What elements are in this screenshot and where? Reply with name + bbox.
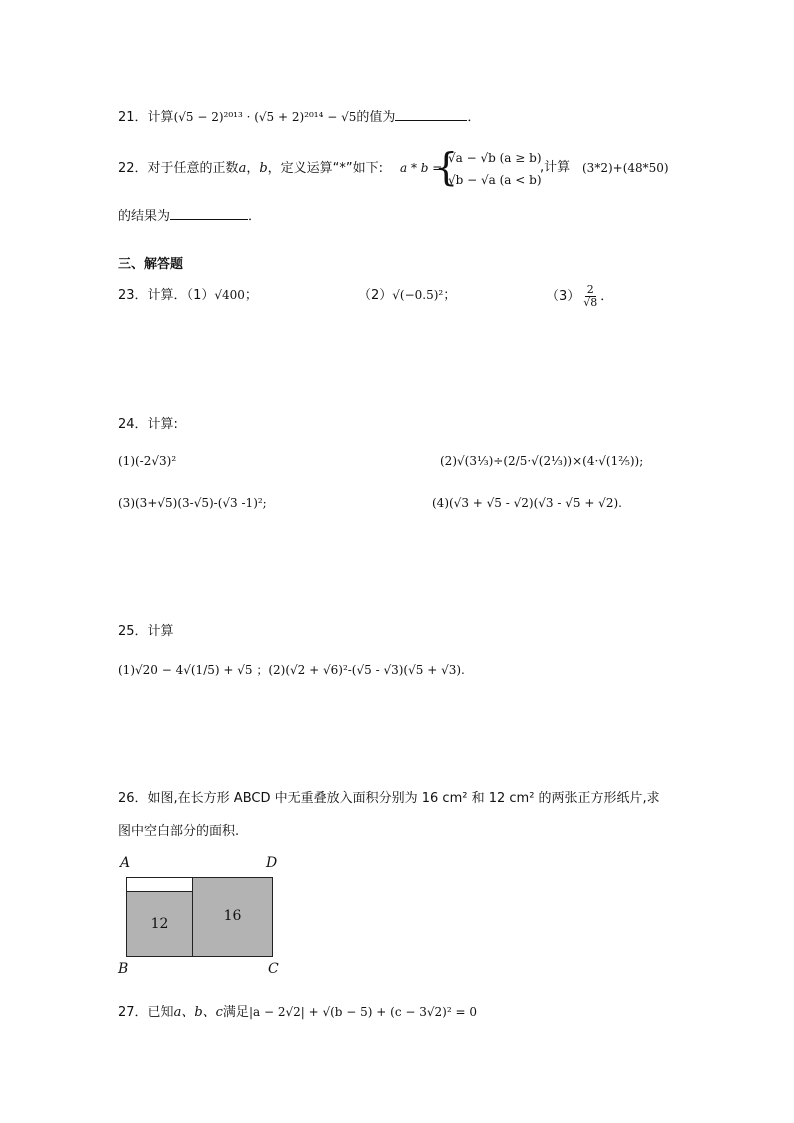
q22-mid: ，定义运算“*”如下: (267, 161, 384, 176)
q23-number: 23． (118, 288, 148, 303)
q22-brace: { (434, 145, 459, 189)
q23-part3-end: ． (600, 289, 614, 304)
q23-part3-label: （3） (546, 289, 581, 304)
q22-line2-text: 的结果为 (118, 209, 171, 224)
q23-part3-numerator: 2 (586, 283, 594, 296)
q25-heading (118, 623, 174, 641)
q23-part2-label: （2） (358, 288, 393, 303)
q21-answer-blank (395, 108, 467, 121)
q27-expression: |a − 2√2| + √(b − 5) + (c − 3√2)² = 0 (248, 1005, 477, 1019)
q21-end: ． (467, 110, 481, 125)
q25-number: 25． (118, 624, 148, 639)
q23-part2-end: ； (443, 288, 457, 303)
q21-expression: (√5 − 2)²⁰¹³ · (√5 + 2)²⁰¹⁴ − √5 (173, 110, 357, 124)
q22-lead: 对于任意的正数 (147, 161, 239, 176)
q27-number: 27． (118, 1005, 148, 1020)
q25-expression: (1)√20 − 4√(1/5) + √5 ；(2)(√2 + √6)²-(√5 - √3)(√5 + √3). (118, 663, 465, 677)
q24-number: 24． (118, 417, 148, 432)
square-small (126, 891, 193, 957)
q22-line1 (118, 160, 383, 178)
q22-after: ,计算 (540, 160, 571, 175)
q22-number: 22． (118, 161, 148, 176)
rectangle-figure (116, 855, 296, 980)
q27 (118, 1003, 477, 1022)
q27-vars: a、b、c (173, 1005, 223, 1020)
blank-strip (126, 877, 193, 892)
q23-part2-expr: √(−0.5)² (392, 288, 444, 302)
q23-part2 (358, 286, 456, 305)
q23-part1-end: ； (244, 288, 258, 303)
q26-text-line1: 如图,在长方形 ABCD 中无重叠放入面积分别为 16 cm² 和 12 cm² 的两张正方形纸片,求 (147, 791, 660, 806)
q24-part2: (2)√(3⅓)÷(2/5·√(2⅓))×(4·√(1⅖)); (440, 454, 644, 468)
q24-lead: 计算: (147, 417, 178, 432)
q26-number: 26． (118, 791, 148, 806)
q22-answer-blank (170, 207, 248, 220)
q24-part3: (3)(3+√5)(3-√5)-(√3 -1)²; (118, 496, 267, 510)
square-large-label: 16 (223, 908, 242, 924)
q23-part3 (546, 284, 613, 309)
q26-line1 (118, 790, 660, 808)
square-large (192, 877, 273, 957)
q21-number: 21． (118, 110, 148, 125)
q22-def-lhs: a * b = (400, 161, 443, 175)
q22-sep: ， (246, 161, 260, 176)
q27-mid: 满足 (222, 1005, 249, 1020)
q22-task: (3*2)+(48*50) (582, 161, 669, 175)
q22-var-a: a (238, 161, 247, 176)
q24-part1: (1)(-2√3)² (118, 454, 177, 468)
q23-lead: 计算． (147, 288, 187, 303)
q24-heading (118, 416, 178, 434)
q21-tail: 的值为 (356, 110, 396, 125)
q26-line2: 图中空白部分的面积. (118, 824, 240, 839)
q23-part1-label: （1） (186, 288, 215, 303)
square-small-label: 12 (150, 916, 169, 932)
q23 (118, 286, 258, 305)
q23-part1-expr: √400 (214, 288, 245, 302)
vertex-label-d: D (266, 855, 278, 871)
q22-case1: √a − √b (a ≥ b) (448, 151, 542, 165)
q27-lead: 已知 (147, 1005, 174, 1020)
q23-part3-denominator: √8 (583, 296, 598, 309)
q25-lead: 计算 (147, 624, 174, 639)
vertex-label-a: A (120, 855, 131, 871)
q24-part4: (4)(√3 + √5 - √2)(√3 - √5 + √2). (432, 496, 622, 510)
section-title: 三、解答题 (118, 257, 184, 272)
q22-var-b: b (259, 161, 268, 176)
q22-line2 (118, 207, 261, 226)
vertex-label-c: C (268, 961, 279, 977)
q23-part3-fraction (581, 284, 599, 309)
q22-case2: √b − √a (a < b) (448, 173, 542, 187)
q21-lead: 计算 (147, 110, 174, 125)
vertex-label-b: B (118, 961, 129, 977)
q21 (118, 108, 480, 127)
q22-end: ． (248, 209, 262, 224)
